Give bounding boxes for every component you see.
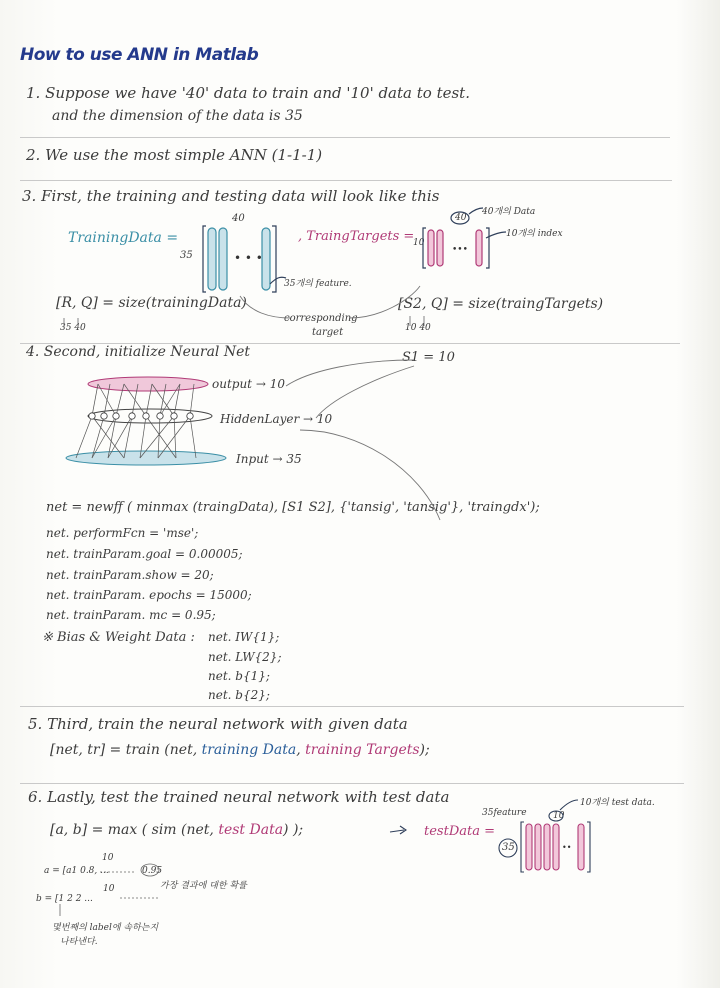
- step5-code-prefix: [net, tr] = train (net,: [50, 742, 198, 758]
- step5-heading: 5. Third, train the neural network with given data: [28, 715, 408, 733]
- a-result-note: a = [a1 0.8, ...: [44, 866, 109, 876]
- code-line-goal: net. trainParam.goal = 0.00005;: [46, 547, 243, 561]
- code-line-show: net. trainParam.show = 20;: [46, 568, 214, 582]
- step5-code-suffix: );: [419, 742, 430, 758]
- step6-code-arg: test Data: [218, 822, 284, 838]
- bias-item-b1: net. b{1};: [208, 669, 270, 683]
- bias-item-b2: net. b{2};: [208, 688, 270, 702]
- test-rows: 35: [502, 842, 515, 853]
- targets-rows: 10: [413, 238, 425, 248]
- a-result-desc: 가장 결과에 대한 확률: [160, 881, 247, 891]
- page-title: How to use ANN in Matlab: [20, 45, 259, 65]
- bias-item-iw: net. IW{1};: [208, 630, 280, 644]
- step5-code-comma: ,: [296, 742, 301, 758]
- s1-note: S1 = 10: [402, 350, 455, 365]
- size-training-code: [R, Q] = size(trainingData): [56, 295, 247, 311]
- step6-code-suffix: ) );: [283, 822, 304, 838]
- feature-note: 35개의 feature.: [284, 279, 352, 289]
- test-data-label: testData =: [424, 824, 495, 839]
- svg-text:•••: •••: [452, 245, 468, 255]
- code-line-mc: net. trainParam. mc = 0.95;: [46, 608, 216, 622]
- size-targets-values: 10 40: [405, 323, 431, 333]
- neural-net-sketch: [66, 377, 226, 465]
- bias-weight-label: ※ Bias & Weight Data :: [42, 630, 195, 645]
- index-note: 10개의 index: [506, 229, 563, 239]
- step4-heading: 4. Second, initialize Neural Net: [26, 344, 250, 360]
- training-rows: 35: [180, 250, 193, 261]
- input-layer-label: Input → 35: [236, 452, 302, 466]
- step2-text: 2. We use the most simple ANN (1-1-1): [26, 146, 323, 164]
- b-result-desc1: 몇번째의 label에 속하는지: [52, 923, 159, 933]
- step5-code-arg2: training Targets: [305, 742, 420, 758]
- code-line-newff: net = newff ( minmax (traingData), [S1 S2], {'tansig', 'tansig'}, 'traingdx');: [46, 500, 540, 515]
- step1-line1: 1. Suppose we have '40' data to train and '10' data to test.: [26, 84, 470, 102]
- a-result-cols: 10: [102, 853, 114, 863]
- training-data-label: TrainingData =: [68, 230, 179, 246]
- test-note: 10개의 test data.: [580, 798, 655, 808]
- targets-matrix-sketch: [423, 208, 506, 268]
- code-line-epochs: net. trainParam. epochs = 15000;: [46, 588, 252, 602]
- annotation-arrows: [64, 286, 440, 520]
- step3-heading: 3. First, the training and testing data will look like this: [22, 187, 440, 205]
- step5-code-arg1: training Data: [201, 742, 297, 758]
- ellipsis-glyph: • • •: [234, 251, 263, 265]
- step1-line2: and the dimension of the data is 35: [52, 108, 303, 124]
- test-matrix-sketch: [390, 800, 590, 872]
- b-result-cols: 10: [103, 884, 115, 894]
- data-note: 40개의 Data: [482, 207, 536, 217]
- targets-cols: 40: [455, 213, 467, 223]
- training-cols: 40: [232, 213, 245, 224]
- result-annotation-sketch: [60, 864, 163, 916]
- hidden-layer-label: HiddenLayer → 10: [220, 412, 333, 426]
- step6-heading: 6. Lastly, test the trained neural network with test data: [28, 788, 450, 806]
- b-result-note: b = [1 2 2 ...: [36, 894, 93, 904]
- test-feature-note: 35feature: [482, 808, 527, 818]
- output-layer-label: output → 10: [212, 377, 285, 391]
- code-line-performfcn: net. performFcn = 'mse';: [46, 526, 199, 540]
- step6-code-prefix: [a, b] = max ( sim (net,: [50, 822, 214, 838]
- size-training-values: 35 40: [60, 323, 86, 333]
- training-matrix-sketch: [203, 226, 286, 292]
- training-targets-label: , TraingTargets =: [298, 229, 415, 244]
- b-result-desc2: 나타낸다.: [60, 937, 98, 947]
- a-result-circle: 0.95: [142, 866, 163, 876]
- svg-text:••: ••: [562, 843, 572, 852]
- corresponding-note: corresponding: [284, 313, 358, 324]
- size-targets-code: [S2, Q] = size(traingTargets): [398, 296, 604, 312]
- bias-item-lw: net. LW{2};: [208, 650, 282, 664]
- target-note: target: [312, 327, 344, 338]
- test-cols: 10: [553, 811, 565, 821]
